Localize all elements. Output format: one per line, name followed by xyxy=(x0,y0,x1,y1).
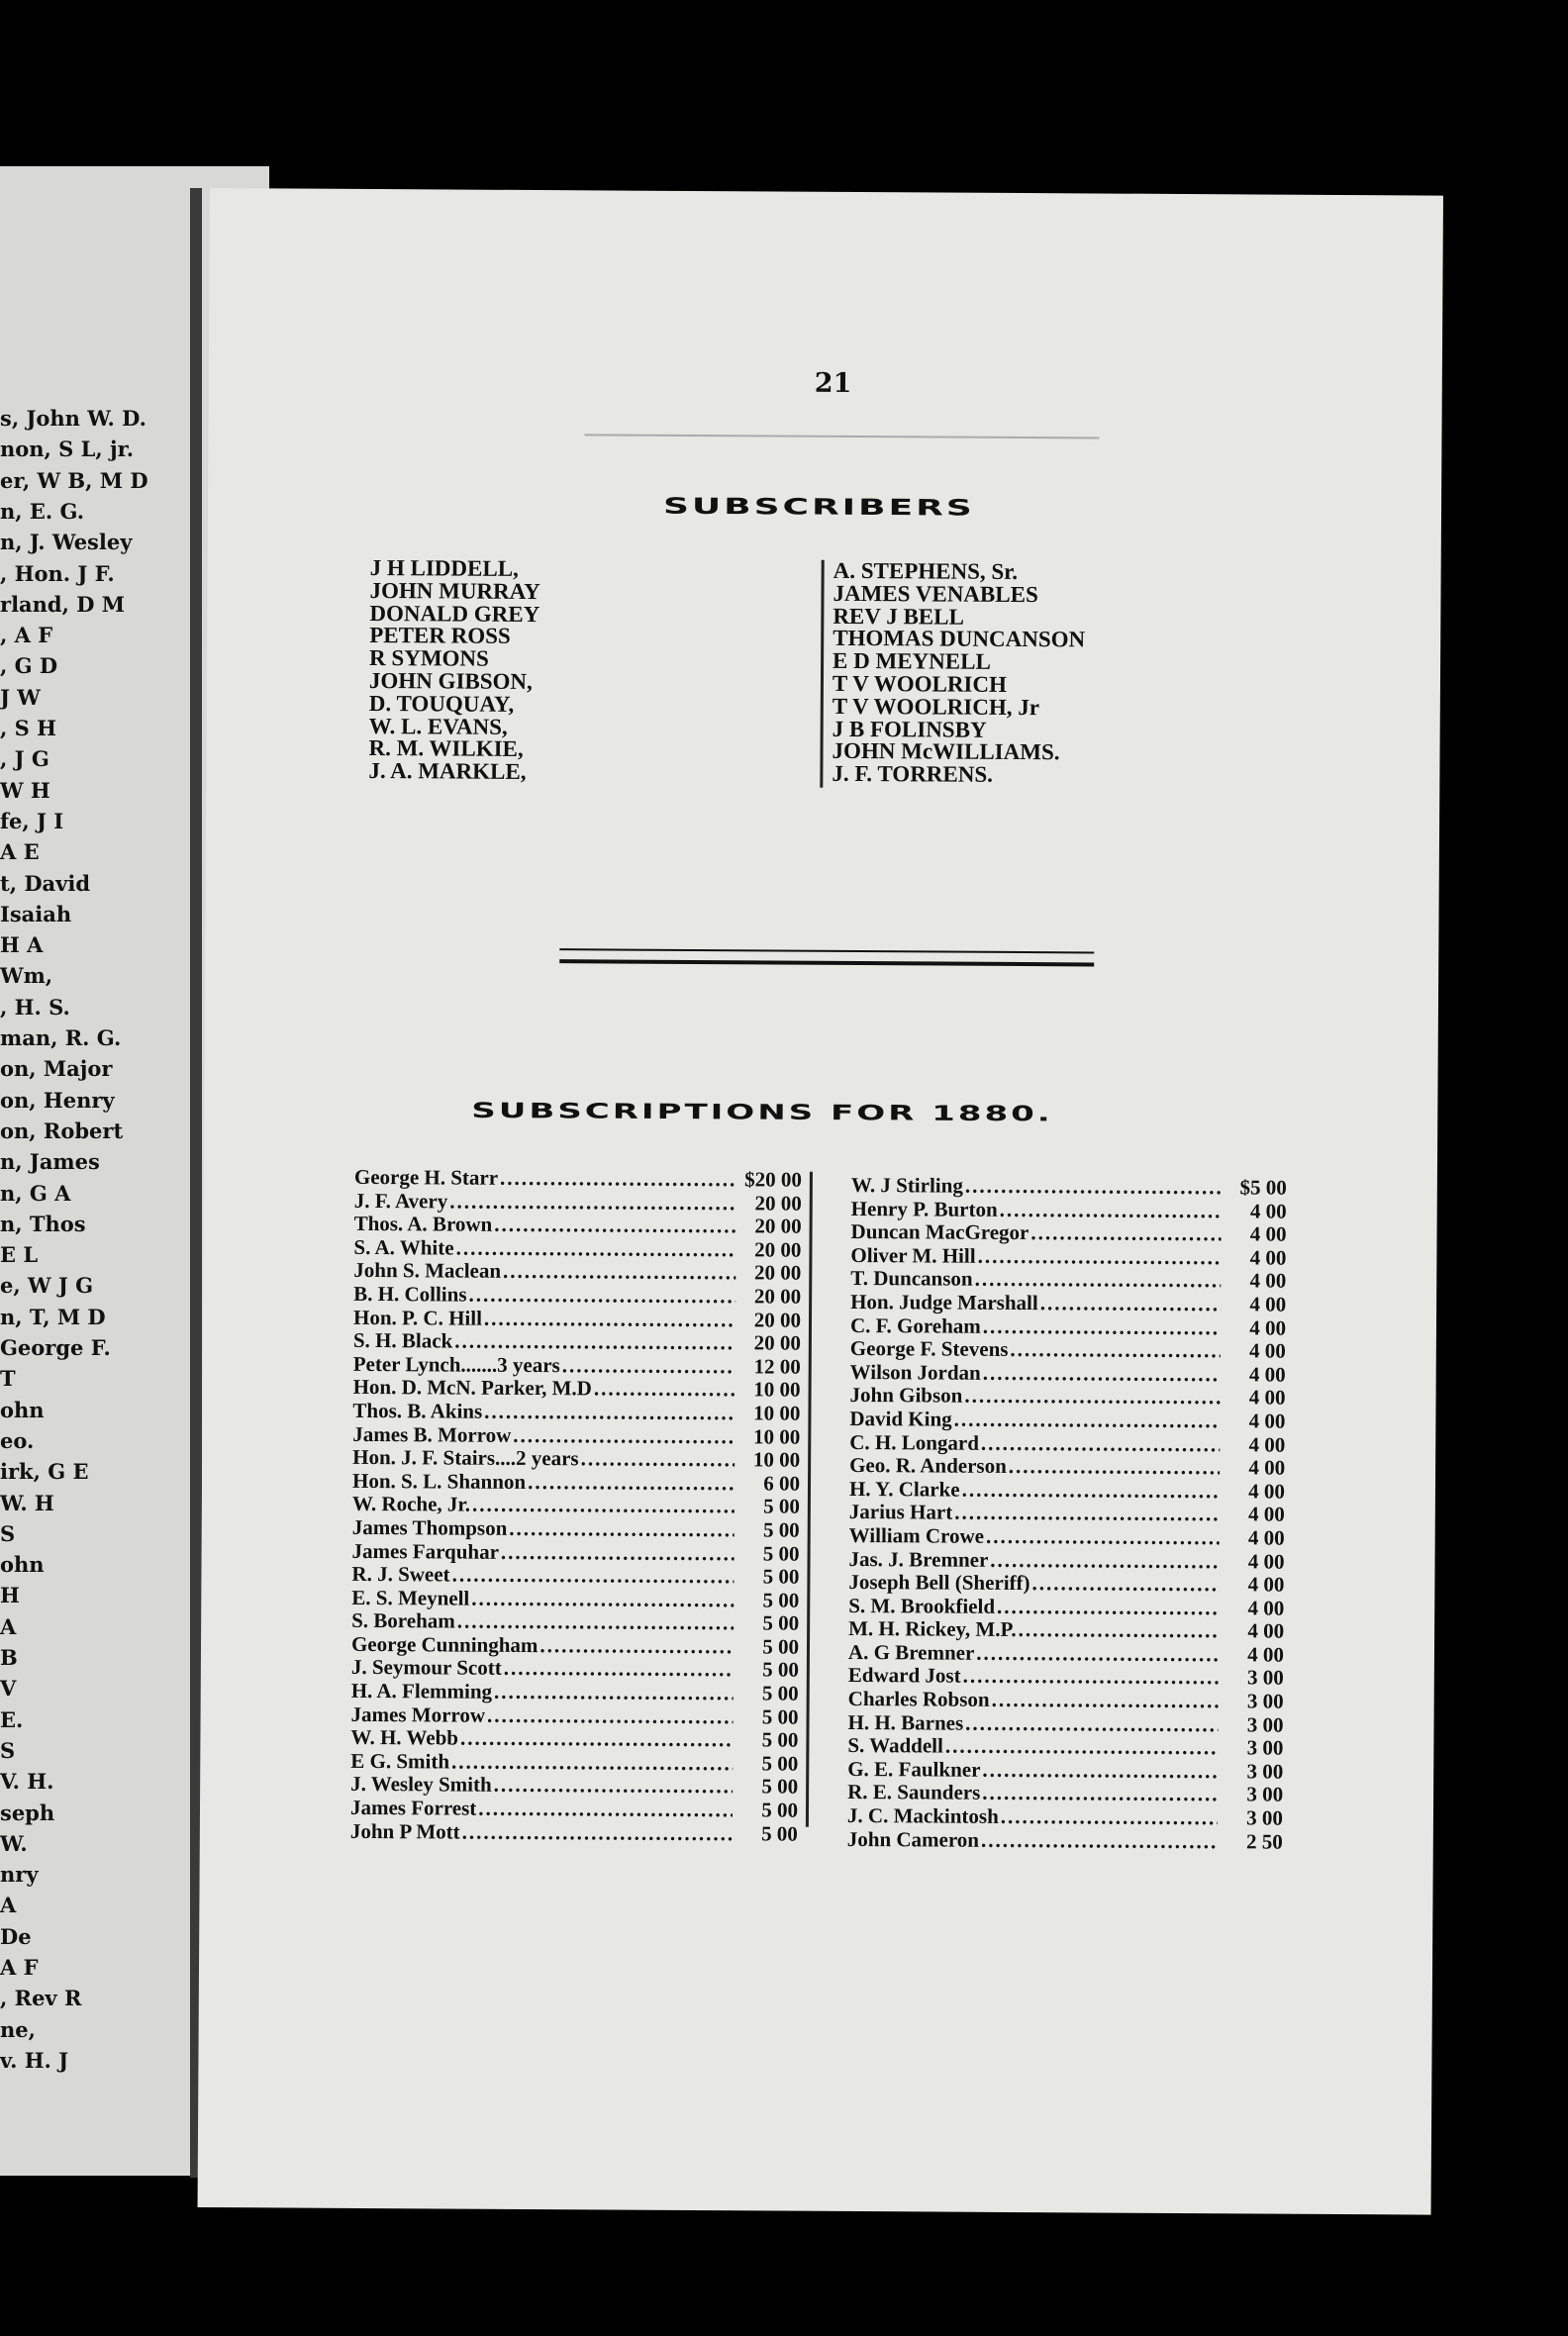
subscription-amount: 20 00 xyxy=(753,1260,802,1286)
dot-leader xyxy=(468,1284,735,1309)
facing-page-text-fragment: on, Henry xyxy=(0,1087,115,1113)
dot-leader xyxy=(454,1330,735,1355)
subscriber-name: J B FOLINSBY xyxy=(832,716,987,742)
dot-leader xyxy=(494,1681,734,1705)
dot-leader xyxy=(452,1564,735,1589)
facing-page-text-fragment: A xyxy=(0,1893,17,1918)
dot-leader xyxy=(484,1307,735,1331)
subscription-amount: 5 00 xyxy=(761,1751,799,1776)
subscriber-name: H. H. Barnes xyxy=(847,1709,964,1735)
dot-leader xyxy=(539,1634,734,1659)
subscription-amount: 4 00 xyxy=(1248,1362,1286,1387)
dot-leader xyxy=(456,1236,736,1261)
subscriber-name: James B. Morrow xyxy=(352,1421,512,1447)
subscriber-name: J. C. Mackintosh xyxy=(846,1802,999,1828)
subscription-amount: 5 00 xyxy=(762,1540,800,1566)
subscription-amount: 10 00 xyxy=(753,1401,801,1425)
dot-leader xyxy=(503,1260,735,1285)
subscription-amount: 4 00 xyxy=(1249,1314,1287,1340)
facing-page-text-fragment: s, John W. D. xyxy=(0,406,147,431)
dot-leader xyxy=(945,1735,1219,1760)
subscriber-name: George Cunningham xyxy=(350,1631,539,1657)
dot-leader xyxy=(983,1362,1221,1387)
facing-page-text-fragment: n, James xyxy=(0,1149,100,1175)
subscription-row xyxy=(350,1820,798,1846)
subscriber-name: Joseph Bell (Sheriff) xyxy=(848,1570,1030,1596)
subscriber-name: C. F. Goreham xyxy=(849,1313,981,1338)
subscriber-name: Jas. J. Bremner xyxy=(848,1546,989,1572)
dot-leader xyxy=(471,1587,734,1611)
subscriber-name: R. J. Sweet xyxy=(351,1561,450,1587)
subscriber-name: W. J Stirling xyxy=(850,1172,963,1198)
subscribers-right-column xyxy=(832,557,1086,788)
subscriber-name: S. Boreham xyxy=(351,1608,455,1633)
subscriber-name: George H. Starr xyxy=(353,1164,499,1190)
subscriber-name: S. H. Black xyxy=(352,1328,453,1353)
dot-leader xyxy=(1030,1221,1221,1246)
facing-page-text-fragment: A xyxy=(0,1613,17,1639)
header-rule xyxy=(584,434,1099,438)
subscription-amount: 5 00 xyxy=(762,1634,800,1659)
facing-page-text-fragment: E L xyxy=(0,1242,39,1268)
subscriptions-heading: SUBSCRIPTIONS FOR 1880. xyxy=(471,1098,1053,1127)
subscription-row xyxy=(354,1166,802,1192)
subscriber-name: W. Roche, Jr. xyxy=(351,1492,471,1516)
facing-page-text-fragment: S xyxy=(0,1520,16,1546)
subscriber-name: Charles Robson xyxy=(847,1687,990,1711)
dot-leader xyxy=(1031,1572,1219,1597)
subscriber-name: James Forrest xyxy=(349,1795,477,1820)
subscriber-name: Edward Jost xyxy=(847,1663,961,1689)
facing-page-text-fragment: non, S L, jr. xyxy=(0,437,135,462)
facing-page-text-fragment: E. xyxy=(0,1706,24,1732)
subscription-amount: 4 00 xyxy=(1249,1199,1287,1223)
facing-page-text-fragment: eo. xyxy=(0,1427,35,1453)
dot-leader xyxy=(449,1190,736,1215)
dot-leader xyxy=(981,1431,1220,1456)
subscriber-name: Hon. S. L. Shannon xyxy=(351,1468,527,1494)
facing-page-text-fragment: V. H. xyxy=(0,1769,54,1795)
subscriber-name: S. A. White xyxy=(353,1234,454,1260)
dot-leader xyxy=(478,1798,733,1822)
dot-leader xyxy=(976,1642,1219,1667)
dot-leader xyxy=(965,1711,1218,1736)
subscription-amount: 5 00 xyxy=(762,1517,800,1542)
dot-leader xyxy=(954,1409,1221,1433)
subscriber-name: Thos. A. Brown xyxy=(353,1212,493,1236)
facing-page-text-fragment: T xyxy=(0,1366,16,1392)
facing-page-text-fragment: , G D xyxy=(0,653,58,679)
facing-page-text-fragment: n, T, M D xyxy=(0,1304,106,1329)
subscriber-name: A. G Bremner xyxy=(847,1639,975,1665)
subscriptions-column-divider xyxy=(806,1172,813,1827)
subscriber-name: John S. Maclean xyxy=(353,1258,502,1284)
facing-page-text-fragment: A F xyxy=(0,1955,39,1980)
subscription-amount: 5 00 xyxy=(762,1610,800,1635)
subscription-row xyxy=(849,1408,1285,1433)
subscriber-name: J. F. TORRENS. xyxy=(832,761,994,788)
subscriber-name: Geo. R. Anderson xyxy=(849,1453,1007,1479)
subscriber-name: JOHN MURRAY xyxy=(369,577,540,604)
facing-page-text-fragment: ohn xyxy=(0,1552,45,1578)
subscriber-name: R. E. Saunders xyxy=(847,1780,981,1805)
subscription-amount: 5 00 xyxy=(761,1681,799,1705)
subscription-amount: 3 00 xyxy=(1246,1782,1284,1807)
subscription-amount: 20 00 xyxy=(753,1284,802,1309)
facing-page-text-fragment: , Rev R xyxy=(0,1986,82,2011)
subscriber-name: E D MEYNELL xyxy=(833,648,991,675)
subscriber-name: E G. Smith xyxy=(350,1748,450,1774)
facing-page-text-fragment: , J G xyxy=(0,746,49,772)
facing-page-text-fragment: , S H xyxy=(0,716,56,740)
dot-leader xyxy=(965,1175,1222,1200)
facing-page-text-fragment: ohn xyxy=(0,1397,45,1422)
subscription-amount: 20 00 xyxy=(754,1190,802,1216)
subscriber-name: J. Seymour Scott xyxy=(350,1655,502,1681)
subscription-amount: 4 00 xyxy=(1247,1548,1285,1574)
subscription-amount: 4 00 xyxy=(1248,1502,1285,1526)
subscription-amount: 5 00 xyxy=(762,1588,800,1612)
facing-page-text-fragment: on, Robert xyxy=(0,1118,124,1143)
dot-leader xyxy=(451,1750,733,1775)
subscription-row xyxy=(353,1283,801,1309)
subscription-amount: 4 00 xyxy=(1249,1292,1287,1316)
dot-leader xyxy=(954,1502,1220,1526)
subscription-amount: 4 00 xyxy=(1249,1221,1287,1246)
facing-page-text-fragment: nry xyxy=(0,1862,39,1888)
facing-page-text-fragment: George F. xyxy=(0,1335,111,1360)
subscription-amount: 20 00 xyxy=(754,1214,802,1238)
subscription-amount: 20 00 xyxy=(753,1307,802,1332)
dot-leader xyxy=(964,1385,1220,1410)
dot-leader xyxy=(562,1354,735,1379)
facing-page-text-fragment: B xyxy=(0,1645,18,1670)
dot-leader xyxy=(1000,1198,1222,1222)
subscribers-heading: SUBSCRIBERS xyxy=(662,493,975,522)
subscription-amount: 3 00 xyxy=(1247,1665,1284,1691)
subscription-row xyxy=(850,1291,1286,1316)
subscriber-name: George F. Stevens xyxy=(849,1336,1009,1362)
subscriber-name: S. M. Brookfield xyxy=(848,1593,996,1618)
subscription-amount: $20 00 xyxy=(744,1167,802,1192)
facing-page-text-fragment: on, Major xyxy=(0,1056,113,1082)
page-21 xyxy=(198,188,1443,2215)
subscription-amount: 3 00 xyxy=(1246,1805,1284,1830)
facing-page-text-fragment: v. H. J xyxy=(0,2047,69,2073)
facing-page-text-fragment: J W xyxy=(0,684,41,710)
subscriber-name: Duncan MacGregor xyxy=(850,1219,1029,1245)
dot-leader xyxy=(981,1828,1218,1853)
subscribers-column-divider xyxy=(820,560,824,788)
facing-page-text-fragment: er, W B, M D xyxy=(0,467,148,493)
dot-leader xyxy=(460,1727,734,1752)
facing-page-text-fragment: De xyxy=(0,1923,32,1949)
subscription-row xyxy=(352,1516,800,1542)
subscription-amount: 20 00 xyxy=(753,1330,801,1355)
subscription-amount: 10 00 xyxy=(752,1423,801,1449)
subscription-amount: 5 00 xyxy=(761,1774,799,1800)
dot-leader xyxy=(487,1703,734,1728)
subscriber-name: C. H. Longard xyxy=(849,1429,980,1455)
subscription-amount: 5 00 xyxy=(762,1564,800,1589)
subscription-amount: 5 00 xyxy=(761,1727,799,1752)
subscription-amount: 5 00 xyxy=(761,1798,799,1822)
dot-leader xyxy=(1019,1618,1220,1643)
subscription-amount: 3 00 xyxy=(1246,1735,1284,1760)
facing-page-text-fragment: A E xyxy=(0,839,40,865)
facing-page-text-fragment: man, R. G. xyxy=(0,1025,122,1050)
subscriber-name: Jarius Hart xyxy=(848,1500,953,1524)
subscriber-name: S. Waddell xyxy=(847,1733,943,1758)
subscriber-name: J. A. MARKLE, xyxy=(368,758,527,785)
subscriber-name: M. H. Rickey, M.P. xyxy=(848,1616,1017,1642)
facing-page-text-fragment: irk, G E xyxy=(0,1459,89,1485)
subscription-amount: 3 00 xyxy=(1246,1759,1284,1784)
subscription-amount: 2 50 xyxy=(1245,1829,1283,1854)
subscriber-name: R. M. WILKIE, xyxy=(368,735,524,762)
subscriber-name: JOHN GIBSON, xyxy=(368,667,533,694)
subscriber-name: J H LIDDELL, xyxy=(369,554,519,581)
subscription-amount: $5 00 xyxy=(1239,1175,1287,1200)
subscriber-name: DONALD GREY xyxy=(369,600,540,627)
subscriber-name: John P Mott xyxy=(349,1818,460,1844)
facing-page-text-fragment: S xyxy=(0,1737,16,1763)
subscriber-name: E. S. Meynell xyxy=(351,1585,470,1610)
subscriber-name: T V WOOLRICH, Jr xyxy=(832,693,1040,720)
subscriber-name: H. Y. Clarke xyxy=(848,1476,960,1502)
dot-leader xyxy=(1009,1455,1220,1480)
subscriber-name: John Gibson xyxy=(849,1383,963,1409)
facing-page-text-fragment: , A F xyxy=(0,623,53,648)
facing-page-text-fragment: , Hon. J F. xyxy=(0,560,115,586)
dot-leader xyxy=(962,1478,1221,1503)
subscription-amount: 4 00 xyxy=(1247,1618,1285,1643)
subscriber-name: W. L. EVANS, xyxy=(368,713,508,739)
subscribers-left-column xyxy=(368,554,540,785)
facing-page-text-fragment: seph xyxy=(0,1800,55,1825)
dot-leader xyxy=(513,1423,735,1448)
subscriber-name: D. TOUQUAY, xyxy=(368,690,515,717)
facing-page-text-fragment: n, G A xyxy=(0,1180,71,1206)
subscriber-name: Henry P. Burton xyxy=(850,1196,998,1221)
dot-leader xyxy=(500,1167,736,1192)
dot-leader xyxy=(963,1665,1219,1690)
facing-page-text-fragment: W H xyxy=(0,777,50,803)
subscriber-name: REV J BELL xyxy=(833,603,964,630)
subscriber-name: Thos. B. Akins xyxy=(352,1398,483,1423)
subscription-row xyxy=(847,1804,1283,1830)
subscription-row xyxy=(851,1174,1287,1200)
dot-leader xyxy=(462,1820,733,1845)
dot-leader xyxy=(975,1268,1222,1293)
facing-page-text-fragment: t, David xyxy=(0,870,91,896)
subscriber-name: David King xyxy=(849,1406,952,1431)
facing-page-text-fragment: Isaiah xyxy=(0,901,72,926)
dot-leader xyxy=(1010,1338,1221,1363)
facing-page-text-fragment: n, E. G. xyxy=(0,498,85,524)
subscription-amount: 5 00 xyxy=(762,1657,799,1683)
dot-leader xyxy=(982,1782,1218,1806)
subscriber-name: Hon. D. McN. Parker, M.D xyxy=(352,1375,592,1401)
dot-leader xyxy=(528,1471,735,1496)
dot-leader xyxy=(484,1401,735,1425)
facing-page-text-fragment: H A xyxy=(0,932,44,958)
dot-leader xyxy=(494,1774,734,1799)
facing-page-text-fragment: n, Thos xyxy=(0,1211,86,1236)
subscriber-name: THOMAS DUNCANSON xyxy=(833,626,1086,652)
subscriber-name: James Farquhar xyxy=(351,1538,500,1564)
facing-page-text-fragment: W. xyxy=(0,1830,28,1856)
subscriber-name: J. Wesley Smith xyxy=(350,1772,492,1798)
subscription-amount: 4 00 xyxy=(1247,1525,1285,1550)
subscriber-name: John Cameron xyxy=(846,1826,980,1852)
dot-leader xyxy=(457,1610,735,1635)
dot-leader xyxy=(986,1525,1220,1550)
dot-leader xyxy=(504,1657,734,1682)
dot-leader xyxy=(982,1759,1218,1784)
subscription-amount: 4 00 xyxy=(1248,1409,1286,1433)
subscriber-name: J. F. Avery xyxy=(353,1188,448,1214)
facing-page-text-fragment: rland, D M xyxy=(0,591,125,617)
subscription-amount: 4 00 xyxy=(1248,1385,1286,1411)
subscriber-name: T V WOOLRICH xyxy=(832,670,1008,697)
subscription-amount: 4 00 xyxy=(1247,1596,1285,1620)
dot-leader xyxy=(992,1689,1219,1713)
subscriber-name: Hon. J. F. Stairs....2 years xyxy=(352,1445,579,1471)
facing-page-text-fragment: Wm, xyxy=(0,963,53,989)
subscriber-name: R SYMONS xyxy=(369,645,489,671)
subscriber-name: Hon. P. C. Hill xyxy=(352,1305,483,1330)
subscription-amount: 4 00 xyxy=(1248,1431,1286,1457)
facing-page-text-fragment: fe, J I xyxy=(0,808,64,833)
dot-leader xyxy=(494,1214,735,1238)
subscription-amount: 4 00 xyxy=(1247,1572,1285,1597)
subscription-amount: 4 00 xyxy=(1248,1455,1286,1480)
facing-page-text-fragment: ne, xyxy=(0,2016,36,2042)
dot-leader xyxy=(983,1314,1221,1339)
facing-page-text-fragment: H xyxy=(0,1583,20,1608)
subscriber-name: Wilson Jordan xyxy=(849,1359,981,1385)
subscription-amount: 4 00 xyxy=(1247,1642,1285,1667)
dot-leader xyxy=(472,1494,735,1518)
dot-leader xyxy=(581,1447,735,1472)
page-number: 21 xyxy=(814,367,852,399)
subscriber-name: William Crowe xyxy=(848,1522,985,1548)
subscriber-name: H. A. Flemming xyxy=(350,1678,493,1703)
subscriber-name: JAMES VENABLES xyxy=(833,580,1038,607)
dot-leader xyxy=(978,1245,1222,1270)
subscriber-name: JOHN McWILLIAMS. xyxy=(832,738,1060,765)
dot-leader xyxy=(1001,1805,1218,1830)
subscription-row xyxy=(849,1524,1285,1550)
subscriber-name: G. E. Faulkner xyxy=(847,1756,981,1782)
subscription-row xyxy=(847,1828,1283,1854)
subscription-amount: 5 00 xyxy=(761,1821,798,1846)
subscriber-name: W. H. Webb xyxy=(350,1725,459,1750)
subscription-amount: 12 00 xyxy=(753,1354,801,1379)
subscriber-name: Peter Lynch.......3 years xyxy=(352,1351,560,1377)
subscriber-name: PETER ROSS xyxy=(369,623,511,649)
facing-page-text-fragment: e, W J G xyxy=(0,1273,94,1299)
subscription-amount: 3 00 xyxy=(1246,1712,1284,1737)
dot-leader xyxy=(501,1540,735,1565)
subscription-amount: 10 00 xyxy=(752,1447,801,1472)
subscriber-name: A. STEPHENS, Sr. xyxy=(833,557,1019,584)
facing-page-text-fragment: V xyxy=(0,1676,17,1702)
section-rule-thin xyxy=(559,948,1094,953)
subscriber-name: T. Duncanson xyxy=(850,1266,973,1292)
subscription-amount: 5 00 xyxy=(763,1494,800,1518)
subscriptions-right-column xyxy=(847,1174,1287,1854)
subscription-amount: 10 00 xyxy=(753,1377,801,1403)
facing-page-text-fragment: n, J. Wesley xyxy=(0,530,133,555)
subscription-amount: 5 00 xyxy=(761,1704,799,1729)
dot-leader xyxy=(990,1548,1219,1573)
subscriber-name: B. H. Collins xyxy=(353,1281,467,1307)
subscription-amount: 6 00 xyxy=(763,1471,801,1496)
facing-page-text-fragment: , H. S. xyxy=(0,994,70,1020)
dot-leader xyxy=(509,1517,735,1542)
dot-leader xyxy=(594,1378,735,1402)
subscription-amount: 4 00 xyxy=(1249,1245,1287,1270)
dot-leader xyxy=(1040,1292,1222,1316)
subscription-amount: 4 00 xyxy=(1249,1268,1287,1294)
subscriber-name: James Morrow xyxy=(350,1702,486,1727)
dot-leader xyxy=(997,1596,1219,1620)
subscription-row xyxy=(848,1688,1284,1713)
subscriber-name: Oliver M. Hill xyxy=(850,1242,976,1268)
subscription-amount: 4 00 xyxy=(1248,1479,1286,1504)
section-rule-thick xyxy=(559,959,1094,966)
subscriber-name: Hon. Judge Marshall xyxy=(850,1289,1038,1315)
subscriber-name: James Thompson xyxy=(351,1514,508,1540)
subscription-row xyxy=(352,1400,800,1425)
subscription-amount: 4 00 xyxy=(1249,1338,1286,1363)
subscription-amount: 20 00 xyxy=(754,1237,802,1262)
subscriptions-left-column xyxy=(350,1166,802,1846)
facing-page-text-fragment: W. H xyxy=(0,1490,54,1515)
subscription-amount: 3 00 xyxy=(1246,1689,1284,1713)
